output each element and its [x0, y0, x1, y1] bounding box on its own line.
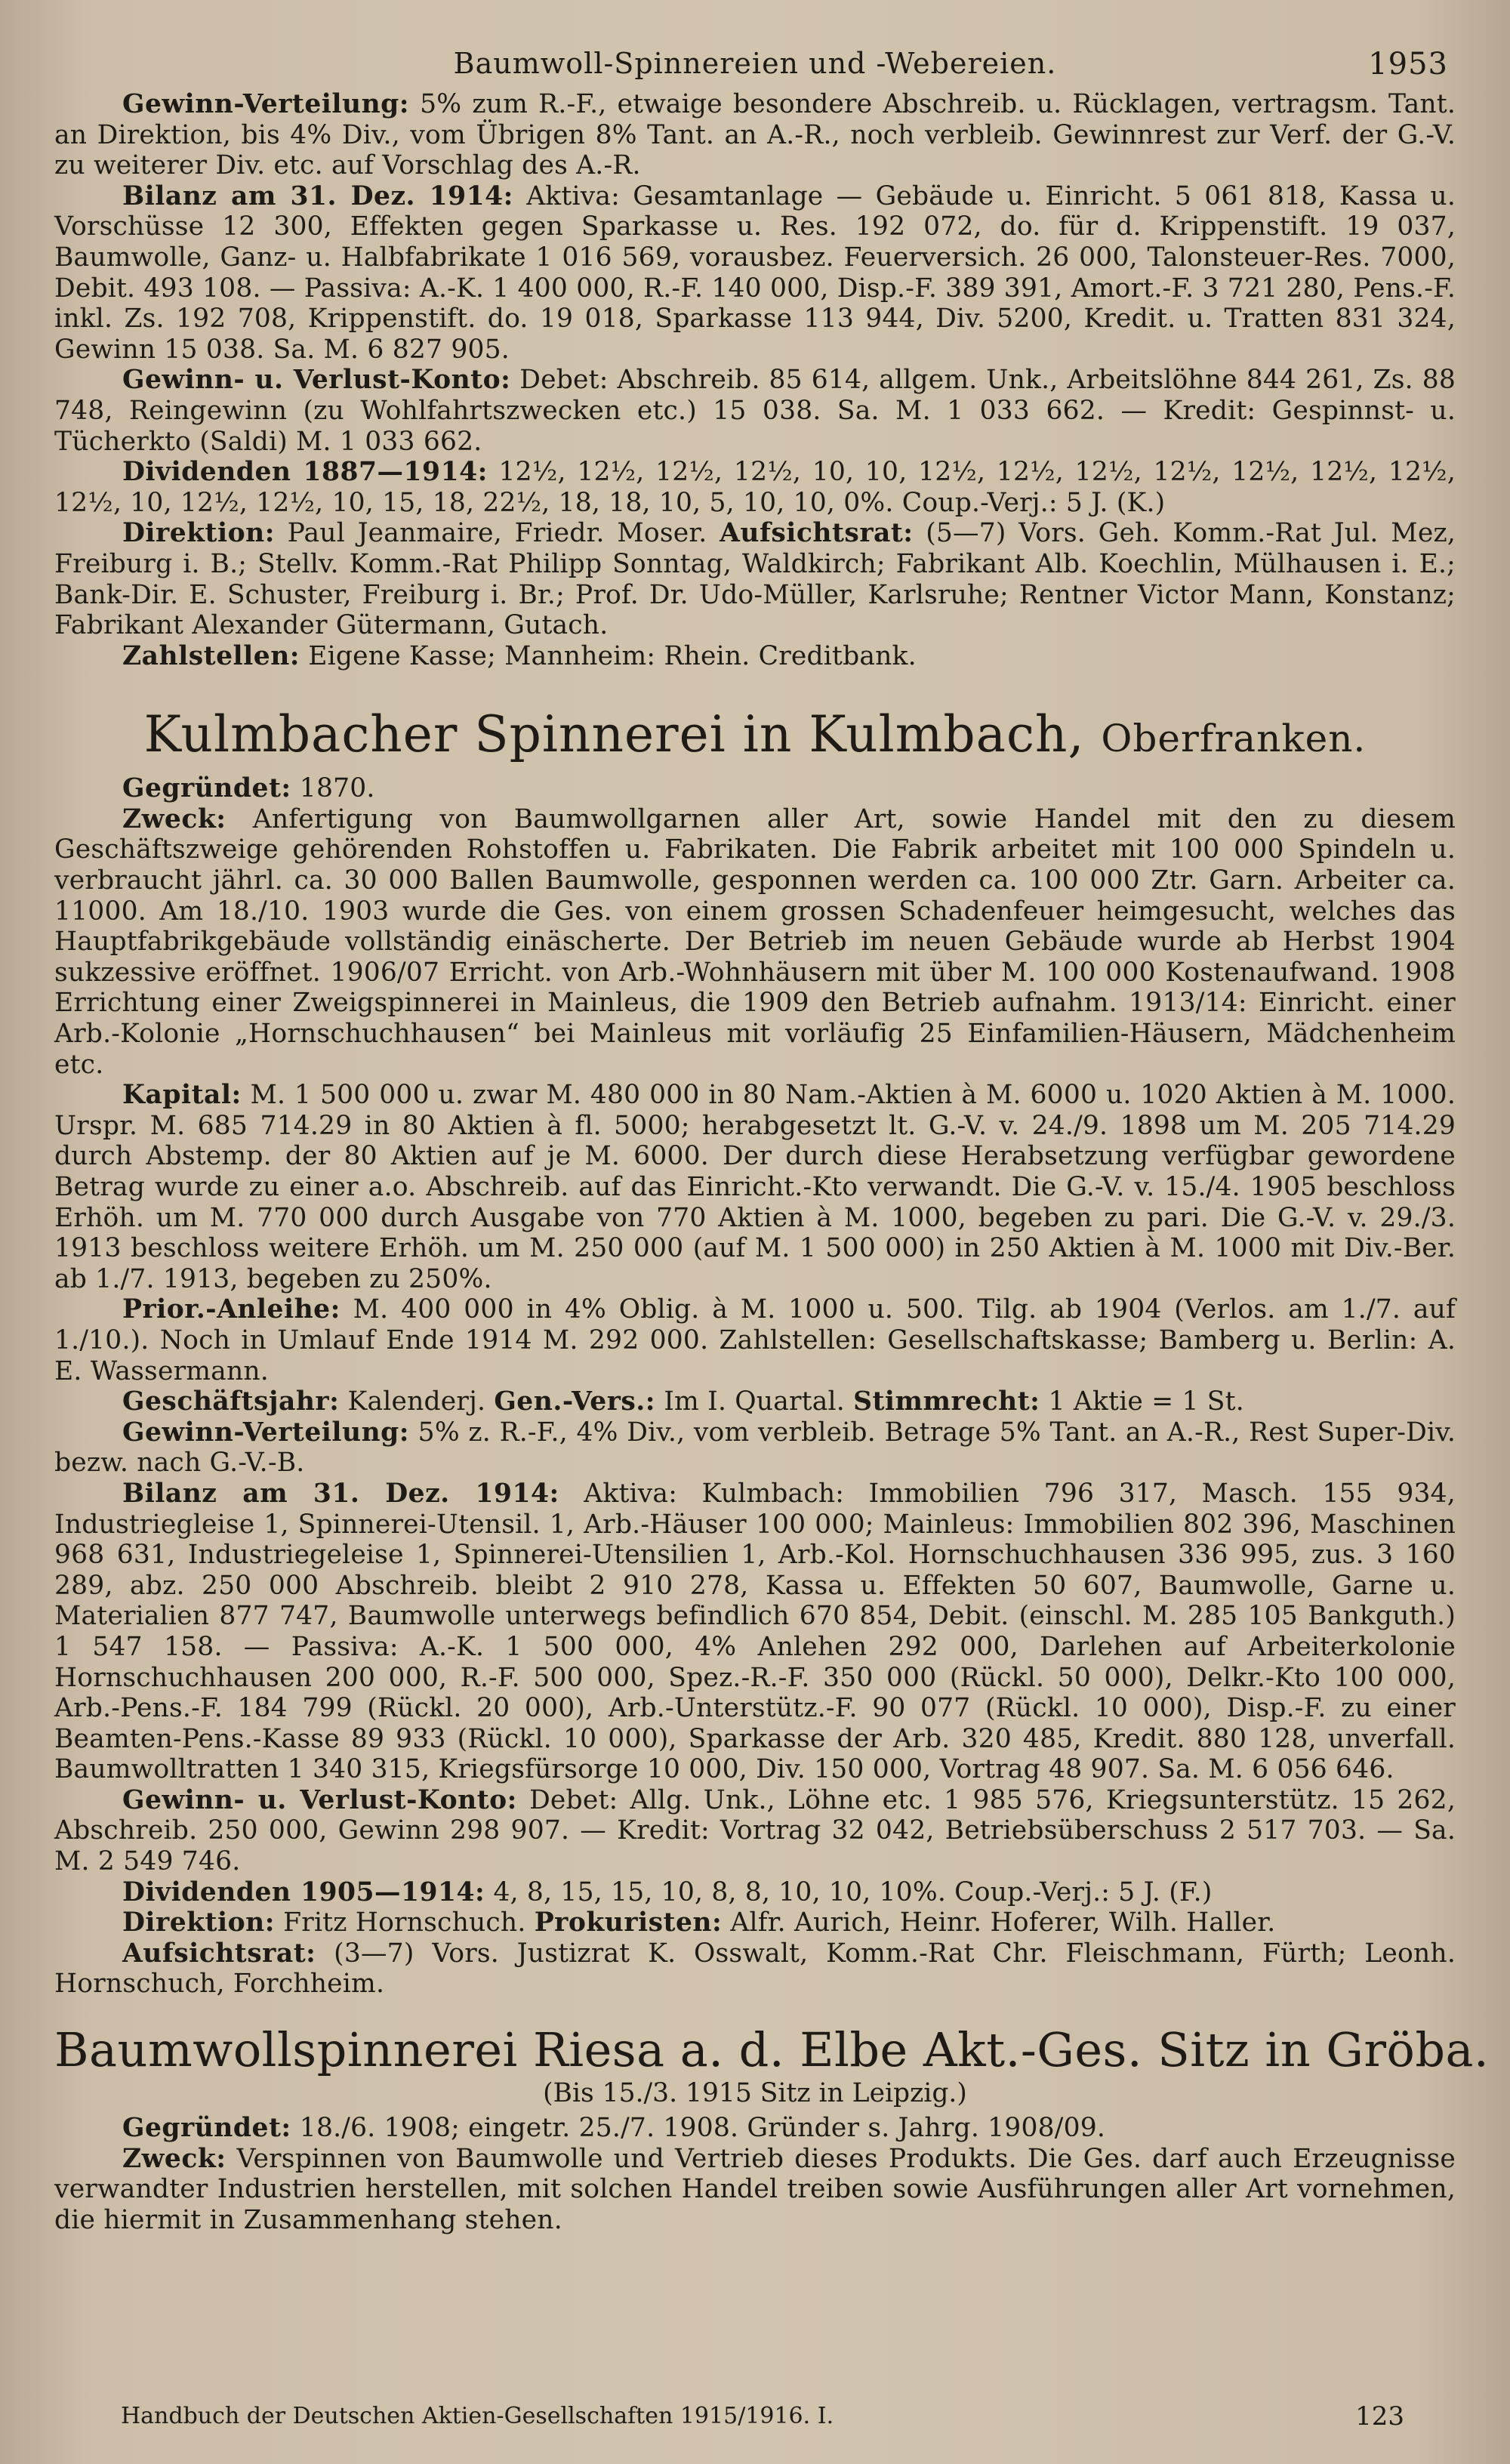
text-direktion-kulmbach: Fritz Hornschuch.	[283, 1907, 526, 1938]
riesa-section	[54, 2113, 1456, 2235]
label-bilanz-kulmbach: Bilanz am 31. Dez. 1914:	[122, 1478, 559, 1509]
company-title-kulmbach	[54, 705, 1456, 769]
text-gegruendet-riesa: 18./6. 1908; eingetr. 25./7. 1908. Gründer s. Jahrg. 1908/09.	[299, 2113, 1106, 2144]
text-gen-vers: Im I. Quartal.	[664, 1386, 845, 1417]
paragraph-bilanz	[54, 181, 1456, 365]
paragraph-prior-anleihe	[54, 1294, 1456, 1386]
paragraph-guv	[54, 365, 1456, 457]
company-name-kulmbach: Kulmbacher Spinnerei in Kulmbach,	[143, 705, 1085, 764]
paragraph-aufsichtsrat-kulmbach	[54, 1938, 1456, 2000]
paragraph-zweck-riesa	[54, 2144, 1456, 2236]
text-kapital: M. 1 500 000 u. zwar M. 480 000 in 80 Nam.-Aktien à M. 6000 u. 1020 Aktien à M. 1000. Urspr. M. 685 714.29 in 80 Aktien à fl. 5000; herabgesetzt lt. G.-V. v. 24./9. 1898 um M. 205 714.29 durch Abstemp. der 80 Aktien auf je M. 6000. Der durch diese Herabsetzung verfügbar gewordene Betrag wurde zu einer a.o. Abschreib. auf das Einricht.-Kto verwandt. Die G.-V. v. 15./4. 1905 beschloss Erhöh. um M. 770 000 durch Ausgabe von 770 Aktien à M. 1000, begeben zu pari. Die G.-V. v. 29./3. 1913 beschloss weitere Erhöh. um M. 250 000 (auf M. 1 500 000) in 250 Aktien à M. 1000 mit Div.-Ber. ab 1./7. 1913, begeben zu 250%.	[54, 1080, 1456, 1294]
text-guv: Debet: Abschreib. 85 614, allgem. Unk., Arbeitslöhne 844 261, Zs. 88 748, Reingewinn (zu Wohlfahrtszwecken etc.) 15 038. Sa. M. 1 033 662. — Kredit: Gespinnst- u. Tücherkto (Saldi) M. 1 033 662.	[54, 365, 1456, 457]
paragraph-dividenden	[54, 457, 1456, 518]
label-guv-kulmbach: Gewinn- u. Verlust-Konto:	[122, 1784, 517, 1815]
running-header	[54, 47, 1456, 89]
label-guv: Gewinn- u. Verlust-Konto:	[122, 365, 511, 396]
company-location-kulmbach: Oberfranken.	[1101, 717, 1367, 761]
text-aufsichtsrat-kulmbach: (3—7) Vors. Justizrat K. Osswalt, Komm.-Rat Chr. Fleischmann, Fürth; Leonh. Hornschuch, Forchheim.	[54, 1938, 1456, 2000]
text-aufsichtsrat: (5—7) Vors. Geh. Komm.-Rat Jul. Mez, Freiburg i. B.; Stellv. Komm.-Rat Philipp Sonntag, Waldkirch; Fabrikant Alb. Koechlin, Mülhausen i. E.; Bank-Dir. E. Schuster, Freiburg i. Br.; Prof. Dr. Udo-Müller, Karlsruhe; Rentner Victor Mann, Konstanz; Fabrikant Alexander Gütermann, Gutach.	[54, 518, 1456, 641]
paragraph-geschaeftsjahr	[54, 1386, 1456, 1417]
paragraph-gewinn-verteilung-kulmbach	[54, 1417, 1456, 1479]
page-number: 1953	[1368, 47, 1448, 82]
label-aufsichtsrat-kulmbach: Aufsichtsrat:	[122, 1938, 316, 1969]
label-bilanz: Bilanz am 31. Dez. 1914:	[122, 180, 513, 211]
label-gegruendet: Gegründet:	[122, 773, 291, 804]
paragraph-kapital	[54, 1080, 1456, 1294]
previous-seat-note: (Bis 15./3. 1915 Sitz in Leipzig.)	[543, 2078, 967, 2109]
label-aufsichtsrat: Aufsichtsrat:	[720, 518, 914, 549]
label-zweck: Zweck:	[122, 803, 226, 834]
paragraph-zweck	[54, 804, 1456, 1080]
kulmbach-section	[54, 773, 1456, 2000]
label-zweck-riesa: Zweck:	[122, 2143, 226, 2174]
label-kapital: Kapital:	[122, 1080, 242, 1111]
text-gewinn-verteilung: 5% zum R.-F., etwaige besondere Abschreib. u. Rücklagen, vertragsm. Tant. an Direktion, bis 4% Div., vom Übrigen 8% Tant. an A.-R., noch verbleib. Gewinnrest zur Verf. der G.-V. zu weiterer Div. etc. auf Vorschlag des A.-R.	[54, 89, 1456, 181]
label-gewinn-verteilung: Gewinn-Verteilung:	[122, 89, 410, 119]
previous-company-section	[54, 89, 1456, 671]
text-guv-kulmbach: Debet: Allg. Unk., Löhne etc. 1 985 576, Kriegsunterstütz. 15 262, Abschreib. 250 000, Gewinn 298 907. — Kredit: Vortrag 32 042, Betriebsüberschuss 2 517 703. — Sa. M. 2 549 746.	[54, 1784, 1456, 1877]
label-prior-anleihe: Prior.-Anleihe:	[122, 1294, 341, 1325]
text-prokuristen: Alfr. Aurich, Heinr. Hoferer, Wilh. Haller.	[730, 1907, 1276, 1938]
text-stimmrecht: 1 Aktie = 1 St.	[1048, 1386, 1244, 1417]
text-prior-anleihe: M. 400 000 in 4% Oblig. à M. 1000 u. 500. Tilg. ab 1904 (Verlos. am 1./7. auf 1./10.). Noch in Umlauf Ende 1914 M. 292 000. Zahlstellen: Gesellschaftskasse; Bamberg u. Berlin: A. E. Wassermann.	[54, 1294, 1456, 1386]
label-zahlstellen: Zahlstellen:	[122, 640, 300, 671]
text-direktion: Paul Jeanmaire, Friedr. Moser.	[287, 518, 707, 549]
label-gen-vers: Gen.-Vers.:	[494, 1386, 656, 1417]
paragraph-gewinn-verteilung	[54, 89, 1456, 181]
label-geschaeftsjahr: Geschäftsjahr:	[122, 1386, 340, 1417]
paragraph-dividenden-kulmbach	[54, 1877, 1456, 1908]
label-dividenden-kulmbach: Dividenden 1905—1914:	[122, 1877, 485, 1907]
text-dividenden: 12½, 12½, 12½, 12½, 10, 10, 12½, 12½, 12½, 12½, 12½, 12½, 12½, 12½, 10, 12½, 12½, 10, 15, 18, 22½, 18, 18, 10, 5, 10, 10, 0%. Coup.-Verj.: 5 J. (K.)	[54, 457, 1456, 518]
paragraph-direktion	[54, 518, 1456, 640]
paragraph-bilanz-kulmbach	[54, 1479, 1456, 1785]
label-gewinn-verteilung-kulmbach: Gewinn-Verteilung:	[122, 1417, 410, 1448]
running-title: Baumwoll-Spinnereien und -Webereien.	[453, 47, 1057, 80]
label-stimmrecht: Stimmrecht:	[853, 1386, 1040, 1417]
paragraph-zahlstellen	[54, 641, 1456, 672]
label-gegruendet-riesa: Gegründet:	[122, 2113, 291, 2144]
text-zahlstellen: Eigene Kasse; Mannheim: Rhein. Creditbank.	[308, 640, 917, 671]
paragraph-gegruendet-riesa	[54, 2113, 1456, 2144]
text-gewinn-verteilung-kulmbach: 5% z. R.-F., 4% Div., vom verbleib. Betrage 5% Tant. an A.-R., Rest Super-Div. bezw. nach G.-V.-B.	[54, 1417, 1456, 1479]
company-title-riesa	[54, 2022, 1490, 2078]
text-dividenden-kulmbach: 4, 8, 15, 15, 10, 8, 8, 10, 10, 10%. Coup.-Verj.: 5 J. (F.)	[493, 1877, 1213, 1907]
paragraph-gegruendet	[54, 773, 1456, 804]
company-name-riesa: Baumwollspinnerei Riesa a. d. Elbe Akt.-Ges.	[54, 2022, 1143, 2078]
label-dividenden: Dividenden 1887—1914:	[122, 457, 488, 488]
text-geschaeftsjahr: Kalenderj.	[347, 1386, 486, 1417]
text-zweck: Anfertigung von Baumwollgarnen aller Art, sowie Handel mit den zu diesem Geschäftszweige gehörenden Rohstoffen u. Fabrikaten. Die Fabrik arbeitet mit 100 000 Spindeln u. verbraucht jährl. ca. 30 000 Ballen Baumwolle, gesponnen werden ca. 100 000 Ztr. Garn. Arbeiter ca. 11000. Am 18./10. 1903 wurde die Ges. von einem grossen Schadenfeuer heimgesucht, welches das Hauptfabrikgebäude vollständig einäscherte. Der Betrieb im neuen Gebäude wurde ab Herbst 1904 sukzessive eröffnet. 1906/07 Erricht. von Arb.-Wohnhäusern mit über M. 100 000 Kostenaufwand. 1908 Errichtung einer Zweigspinnerei in Mainleus, die 1909 den Betrieb aufnahm. 1913/14: Einricht. einer Arb.-Kolonie „Hornschuchhausen“ bei Mainleus mit vorläufig 25 Einfamilien-Häusern, Mädchenheim etc.	[54, 803, 1456, 1080]
label-direktion: Direktion:	[122, 518, 275, 549]
text-gegruendet: 1870.	[299, 773, 375, 804]
label-direktion-kulmbach: Direktion:	[122, 1907, 275, 1938]
page-footer	[121, 2401, 1404, 2432]
text-bilanz: Aktiva: Gesamtanlage — Gebäude u. Einricht. 5 061 818, Kassa u. Vorschüsse 12 300, Effekten gegen Sparkasse u. Res. 192 072, do. für d. Krippenstift. 19 037, Baumwolle, Ganz- u. Halbfabrikate 1 016 569, vorausbez. Feuerversich. 26 000, Talonsteuer-Res. 7000, Debit. 493 108. — Passiva: A.-K. 1 400 000, R.-F. 140 000, Disp.-F. 389 391, Amort.-F. 3 721 280, Pens.-F. inkl. Zs. 192 708, Krippenstift. do. 19 018, Sparkasse 113 944, Div. 5200, Kredit. u. Tratten 831 324, Gewinn 15 038. Sa. M. 6 827 905.	[54, 180, 1456, 365]
book-title: Handbuch der Deutschen Aktien-Gesellschaften 1915/1916. I.	[121, 2403, 834, 2429]
text-bilanz-kulmbach: Aktiva: Kulmbach: Immobilien 796 317, Masch. 155 934, Industriegleise 1, Spinnerei-Utensil. 1, Arb.-Häuser 100 000; Mainleus: Immobilien 802 396, Maschinen 968 631, Industriegeleise 1, Spinnerei-Utensilien 1, Arb.-Kol. Hornschuchhausen 336 995, zus. 3 160 289, abz. 250 000 Abschreib. bleibt 2 910 278, Kassa u. Effekten 50 607, Baumwolle, Garne u. Materialien 877 747, Baumwolle unterwegs befindlich 670 854, Debit. (einschl. M. 285 105 Bankguth.) 1 547 158. — Passiva: A.-K. 1 500 000, 4% Anlehen 292 000, Darlehen auf Arbeiterkolonie Hornschuchhausen 200 000, R.-F. 500 000, Spez.-R.-F. 350 000 (Rückl. 50 000), Delkr.-Kto 100 000, Arb.-Pens.-F. 184 799 (Rückl. 20 000), Arb.-Unterstütz.-F. 90 077 (Rückl. 10 000), Disp.-F. zu einer Beamten-Pens.-Kasse 89 933 (Rückl. 10 000), Sparkasse der Arb. 320 485, Kredit. 880 128, unverfall. Baumwolltratten 1 340 315, Kriegsfürsorge 10 000, Div. 150 000, Vortrag 48 907. Sa. M. 6 056 646.	[54, 1478, 1456, 1785]
sheet-number: 123	[1355, 2401, 1404, 2432]
text-zweck-riesa: Verspinnen von Baumwolle und Vertrieb dieses Produkts. Die Ges. darf auch Erzeugnisse verwandter Industrien herstellen, mit solchen Handel treiben sowie Ausführungen aller Art vornehmen, die hiermit in Zusammenhang stehen.	[54, 2143, 1456, 2235]
label-prokuristen: Prokuristen:	[534, 1907, 723, 1938]
paragraph-direktion-kulmbach	[54, 1907, 1456, 1938]
company-seat-riesa: Sitz in Gröba.	[1157, 2022, 1490, 2078]
paragraph-guv-kulmbach	[54, 1785, 1456, 1877]
